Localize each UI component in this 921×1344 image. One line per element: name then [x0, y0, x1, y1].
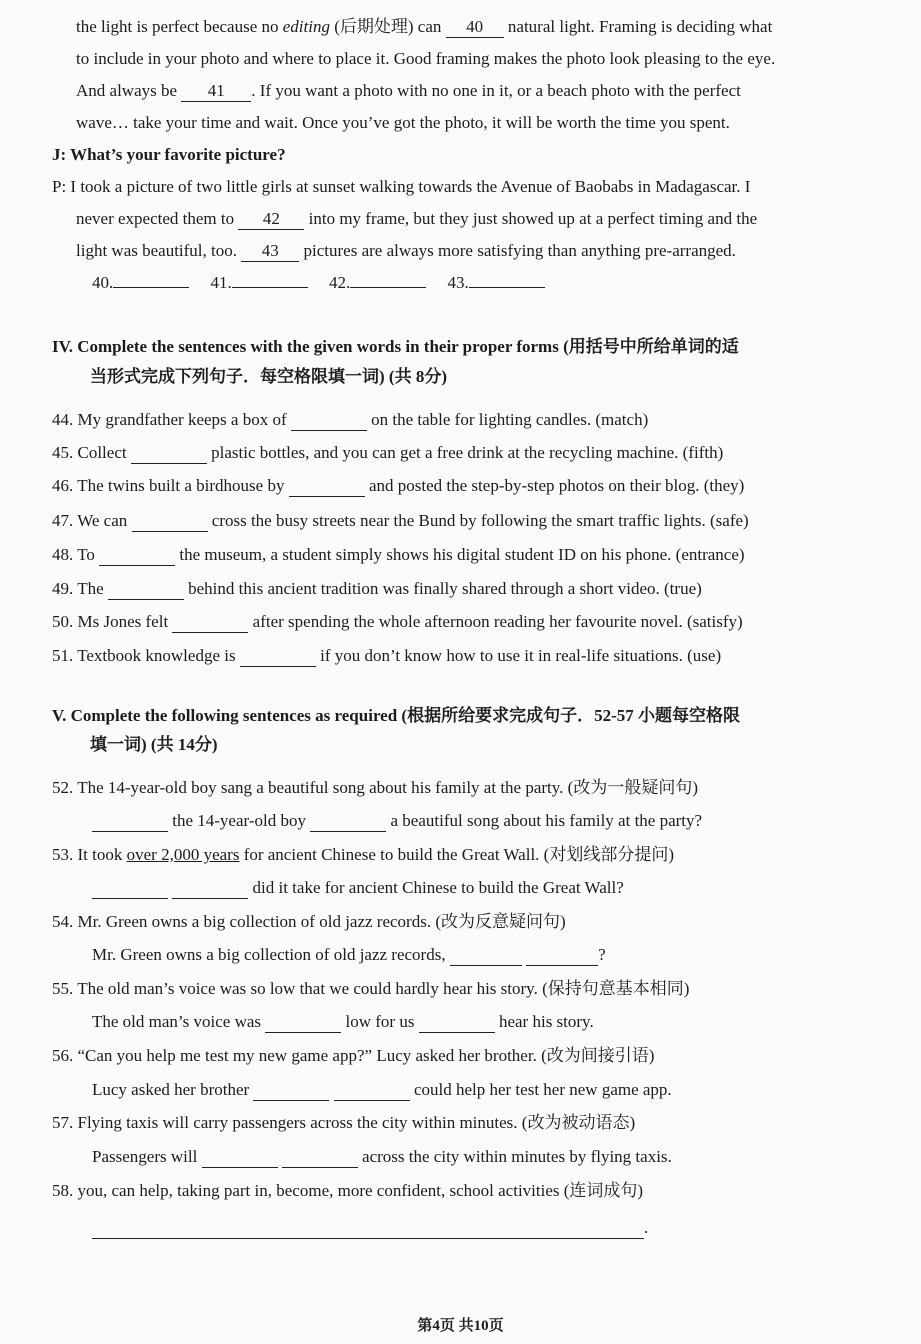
answer-blank[interactable]	[291, 410, 367, 431]
answer-blank[interactable]	[265, 1012, 341, 1033]
answer-line[interactable]	[92, 1218, 644, 1239]
answer-blank[interactable]	[253, 1080, 329, 1101]
page-number: 第4页 共10页	[417, 1318, 504, 1334]
question-53: 53. It took over 2,000 years for ancient Chinese to build the Great Wall. (对划线部分提问)	[52, 845, 674, 864]
section-5-title-2: 填一词) (共 14分)	[90, 735, 218, 754]
question-53-answer: did it take for ancient Chinese to build the Great Wall?	[92, 878, 624, 899]
passage-line-1: the light is perfect because no editing (后期处理) can 40 natural light. Framing is deciding what	[76, 17, 773, 36]
answer-blank[interactable]	[289, 476, 365, 497]
answer-blank[interactable]	[92, 811, 168, 832]
answer-blank[interactable]	[172, 612, 248, 633]
interview-answer-line-1: P: I took a picture of two little girls at sunset walking towards the Avenue of Baobabs in Madagascar. I	[52, 177, 751, 196]
question-47: 47. We can cross the busy streets near the Bund by following the smart traffic lights. (safe)	[52, 511, 749, 530]
answer-blank[interactable]	[240, 646, 316, 667]
question-54-answer: Mr. Green owns a big collection of old jazz records, ?	[92, 945, 606, 964]
question-49: 49. The behind this ancient tradition was finally shared through a short video. (true)	[52, 579, 702, 598]
answer-blank[interactable]	[202, 1147, 278, 1168]
question-57-answer: Passengers will across the city within minutes by flying taxis.	[92, 1147, 672, 1166]
answer-blank[interactable]	[282, 1147, 358, 1168]
answer-blank[interactable]	[419, 1012, 495, 1033]
question-57: 57. Flying taxis will carry passengers across the city within minutes. (改为被动语态)	[52, 1113, 636, 1132]
question-54: 54. Mr. Green owns a big collection of old jazz records. (改为反意疑问句)	[52, 912, 566, 931]
blank-40[interactable]: 40	[446, 17, 504, 38]
blank-41[interactable]: 41	[181, 81, 251, 102]
question-52: 52. The 14-year-old boy sang a beautiful song about his family at the party. (改为一般疑问句)	[52, 778, 698, 797]
answer-blanks-row: 40. 41. 42. 43.	[92, 273, 545, 293]
question-56-answer: Lucy asked her brother could help her test her new game app.	[92, 1080, 672, 1099]
answer-blank[interactable]	[469, 287, 545, 288]
question-56: 56. “Can you help me test my new game app?” Lucy asked her brother. (改为间接引语)	[52, 1046, 655, 1065]
blank-42[interactable]: 42	[238, 209, 304, 230]
answer-blank[interactable]	[232, 287, 308, 288]
answer-blank[interactable]	[92, 878, 168, 899]
section-4-title-2: 当形式完成下列句子．每空格限填一词) (共 8分)	[90, 367, 447, 386]
answer-blank[interactable]	[99, 545, 175, 566]
answer-blank[interactable]	[450, 945, 522, 966]
question-50: 50. Ms Jones felt after spending the whole afternoon reading her favourite novel. (satisfy)	[52, 612, 743, 631]
answer-blank[interactable]	[526, 945, 598, 966]
answer-blank[interactable]	[310, 811, 386, 832]
section-5-title: V. Complete the following sentences as required (根据所给要求完成句子．52-57 小题每空格限	[52, 706, 741, 725]
question-55: 55. The old man’s voice was so low that we could hardly hear his story. (保持句意基本相同)	[52, 979, 690, 998]
section-4-title: IV. Complete the sentences with the given words in their proper forms (用括号中所给单词的适	[52, 337, 739, 356]
passage-line-4: wave… take your time and wait. Once you’ve got the photo, it will be worth the time you spent.	[76, 113, 730, 132]
passage-line-2: to include in your photo and where to place it. Good framing makes the photo look pleasing to the eye.	[76, 49, 776, 68]
answer-blank[interactable]	[350, 287, 426, 288]
question-46: 46. The twins built a birdhouse by and posted the step-by-step photos on their blog. (they)	[52, 476, 745, 495]
interview-answer-line-2: never expected them to 42 into my frame, but they just showed up at a perfect timing and the	[76, 209, 758, 228]
question-44: 44. My grandfather keeps a box of on the table for lighting candles. (match)	[52, 410, 649, 429]
question-58: 58. you, can help, taking part in, become, more confident, school activities (连词成句)	[52, 1181, 644, 1200]
interview-answer-line-3: light was beautiful, too. 43 pictures are always more satisfying than anything pre-arranged.	[76, 241, 736, 260]
underlined-phrase: over 2,000 years	[126, 845, 240, 864]
question-51: 51. Textbook knowledge is if you don’t know how to use it in real-life situations. (use)	[52, 646, 722, 665]
answer-blank[interactable]	[132, 511, 208, 532]
answer-blank[interactable]	[172, 878, 248, 899]
blank-43[interactable]: 43	[241, 241, 299, 262]
question-55-answer: The old man’s voice was low for us hear his story.	[92, 1012, 594, 1031]
answer-blank[interactable]	[108, 579, 184, 600]
question-48: 48. To the museum, a student simply shows his digital student ID on his phone. (entrance)	[52, 545, 745, 564]
question-52-answer: the 14-year-old boy a beautiful song about his family at the party?	[92, 811, 702, 832]
interview-question: J: What’s your favorite picture?	[52, 145, 286, 164]
answer-blank[interactable]	[113, 287, 189, 288]
question-45: 45. Collect plastic bottles, and you can get a free drink at the recycling machine. (fifth)	[52, 443, 724, 462]
answer-blank[interactable]	[131, 443, 207, 464]
passage-line-3: And always be 41 . If you want a photo with no one in it, or a beach photo with the perfect	[76, 81, 741, 100]
answer-blank[interactable]	[334, 1080, 410, 1101]
question-58-answer: .	[92, 1218, 648, 1239]
